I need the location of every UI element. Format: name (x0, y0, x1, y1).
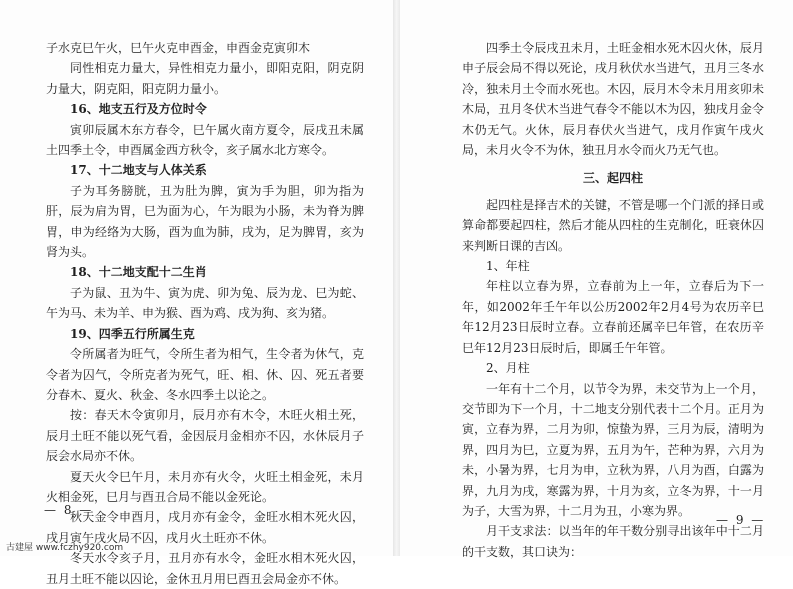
paragraph: 起四柱是择吉术的关键，不管是哪一个门派的择日或算命都要起四柱，然后才能从四柱的生克制化，旺衰休囚来判断日课的吉凶。 (462, 197, 764, 253)
section-heading: 19、四季五行所属生克 (70, 326, 195, 341)
right-page (400, 0, 793, 559)
paragraph: 四季土令辰戌丑未月，土旺金相水死木囚火休，辰月申子辰会局不得以死论，戌月秋伏水当进气，丑月三冬水冷，独未月土令而水死也。木囚，辰月木令未月用亥卯未木局，丑月冬伏木当进气春令不能以木为囚，独戌月金令木仍无气。火休，辰月春伏火当进气，戌月作寅午戌火局，未月火令不为休，独丑月水令而火乃无气也。 (462, 41, 764, 158)
page-number-left: — 8 — (44, 503, 94, 517)
subheading: 1、年柱 (486, 259, 530, 274)
paragraph: 一年有十二个月，以节令为界，未交节为上一个月，交节即为下一个月，十二地支分别代表十二个月。正月为寅，立春为界，二月为卯，惊蛰为界，三月为辰，清明为界，四月为巳，立夏为界，五月为午，芒种为界，六月为未，小暑为界，七月为申，立秋为界，八月为酉，白露为界，九月为戌，寒露为界，十月为亥，立冬为界，十一月为子，大雪为界，十二月为丑，小寒为界。 (462, 381, 764, 518)
paragraph: 子水克巳午火，巳午火克申酉金，申酉金克寅卯木 (46, 41, 311, 55)
paragraph: 夏天火令巳午月，未月亦有火令，火旺土相金死，未月火相金死，巳月与酉丑合局不能以金死论。 (46, 469, 364, 504)
chapter-heading: 三、起四柱 (582, 171, 643, 186)
paragraph: 令所属者为旺气，令所生者为相气，生令者为休气，克令者为囚气，令所克者为死气，旺、相、休、囚、死五者要分春木、夏火、秋金、冬水四季土以论之。 (46, 347, 364, 402)
paragraph: 寅卯辰属木东方春令，巳午属火南方夏令，辰戌丑未属土四季土令，申酉属金西方秋令，亥子属水北方寒令。 (46, 122, 364, 158)
paragraph: 年柱以立春为界，立春前为上一年，立春后为下一年，如2002年壬午年以公历2002年2月4号为农历辛巳年12月23日辰时立春。立春前还属辛巳年管，在农历辛巳年12月23日辰时后，即属壬午年管。 (462, 279, 764, 355)
subheading: 2、月柱 (486, 361, 530, 376)
left-text-column (46, 38, 364, 589)
paragraph: 按：春天木令寅卯月，辰月亦有木令，木旺火相土死，辰月土旺不能以死气看，金因辰月金相亦不囚，水休辰月子辰会水局亦不休。 (46, 408, 364, 464)
page-number-right: — 9 — (716, 513, 766, 527)
right-text-column (462, 38, 764, 562)
watermark-footer: 古建屋 www.fczhy920.com (6, 543, 124, 553)
paragraph: 子为耳务膀胱，丑为肚为脾，寅为手为胆，卯为指为肝，辰为肩为胃，巳为面为心，午为眼为小肠，未为脊为脾胃，申为经络为大肠，酉为血为肺，戌为，足为脾胃，亥为肾为头。 (46, 183, 364, 260)
section-heading: 16、地支五行及方位时令 (70, 102, 207, 117)
paragraph: 冬天水令亥子月，丑月亦有水令，金旺水相木死火囚，丑月土旺不能以囚论，金休丑月用巳酉丑会局金亦不休。 (46, 551, 364, 586)
paragraph: 子为鼠、丑为牛、寅为虎、卯为兔、辰为龙、巳为蛇、午为马、未为羊、申为猴、酉为鸡、戌为狗、亥为猪。 (46, 285, 364, 321)
left-page (0, 0, 394, 586)
paragraph: 月干支求法：以当年的年干数分别寻出该年中十二月的干支数，其口诀为： (462, 524, 764, 559)
section-heading: 17、十二地支与人体关系 (70, 163, 207, 178)
section-heading: 18、十二地支配十二生肖 (70, 265, 207, 280)
paragraph: 同性相克力量大，异性相克力量小，即阳克阳，阴克阴力量大，阴克阳，阳克阴力量小。 (46, 61, 364, 96)
book-gutter (393, 0, 400, 556)
paragraph: 秋天金令申酉月，戌月亦有金令，金旺水相木死火囚，戌月寅午戌火局不囚，戌月火土旺亦不休。 (46, 510, 364, 545)
